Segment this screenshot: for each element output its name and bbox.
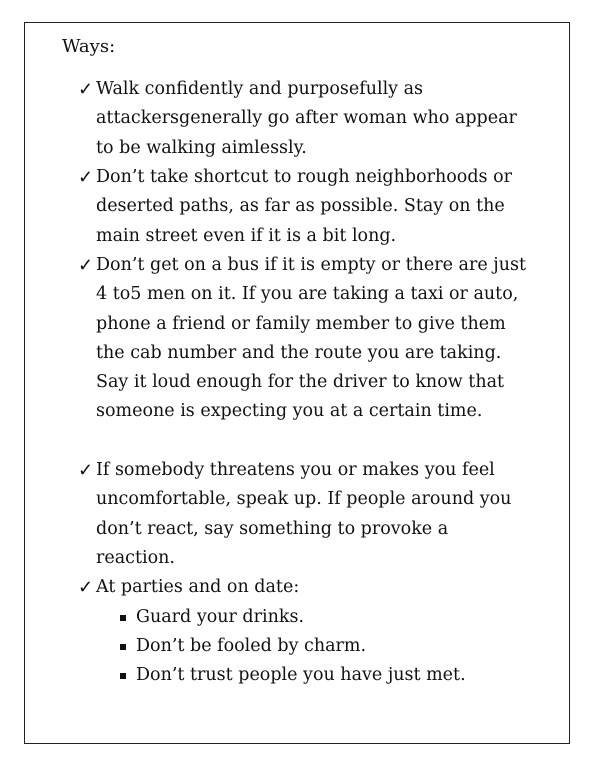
check-icon: ✓ bbox=[78, 79, 94, 100]
check-icon: ✓ bbox=[78, 577, 94, 598]
list-item-text: If somebody threatens you or makes you feel uncomfortable, speak up. If people around you don’t react, say something to provoke a reaction. bbox=[96, 460, 512, 568]
list-item-text: Don’t take shortcut to rough neighborhoods or deserted paths, as far as possible. Stay on the main street even if it is a bit long. bbox=[96, 167, 512, 246]
list-item bbox=[78, 75, 528, 163]
list-item bbox=[78, 456, 528, 573]
list-item bbox=[78, 573, 528, 602]
sub-list-item bbox=[120, 661, 466, 690]
square-bullet-icon bbox=[120, 644, 126, 650]
square-bullet-icon bbox=[120, 615, 126, 621]
sub-list-item bbox=[120, 603, 304, 632]
list-item-text: Don’t get on a bus if it is empty or there are just 4 to5 men on it. If you are taking a taxi or auto, phone a friend or family member to give them the cab number and the route you are taking. Say it loud enough for the driver to know that someone is expecting you at a certain time. bbox=[96, 255, 526, 422]
list-item bbox=[78, 251, 528, 427]
section-heading: Ways: bbox=[62, 36, 116, 57]
check-icon: ✓ bbox=[78, 167, 94, 188]
sub-list-item-text: Don’t trust people you have just met. bbox=[136, 665, 466, 685]
check-icon: ✓ bbox=[78, 255, 94, 276]
sub-list-item-text: Guard your drinks. bbox=[136, 607, 305, 627]
sub-list-item bbox=[120, 632, 366, 661]
sub-list-item-text: Don’t be fooled by charm. bbox=[136, 636, 367, 656]
square-bullet-icon bbox=[120, 673, 126, 679]
list-item-text: At parties and on date: bbox=[96, 577, 300, 597]
list-item bbox=[78, 163, 528, 251]
list-item-text: Walk confidently and purposefully as attackersgenerally go after woman who appear to be walking aimlessly. bbox=[96, 79, 517, 158]
check-icon: ✓ bbox=[78, 460, 94, 481]
